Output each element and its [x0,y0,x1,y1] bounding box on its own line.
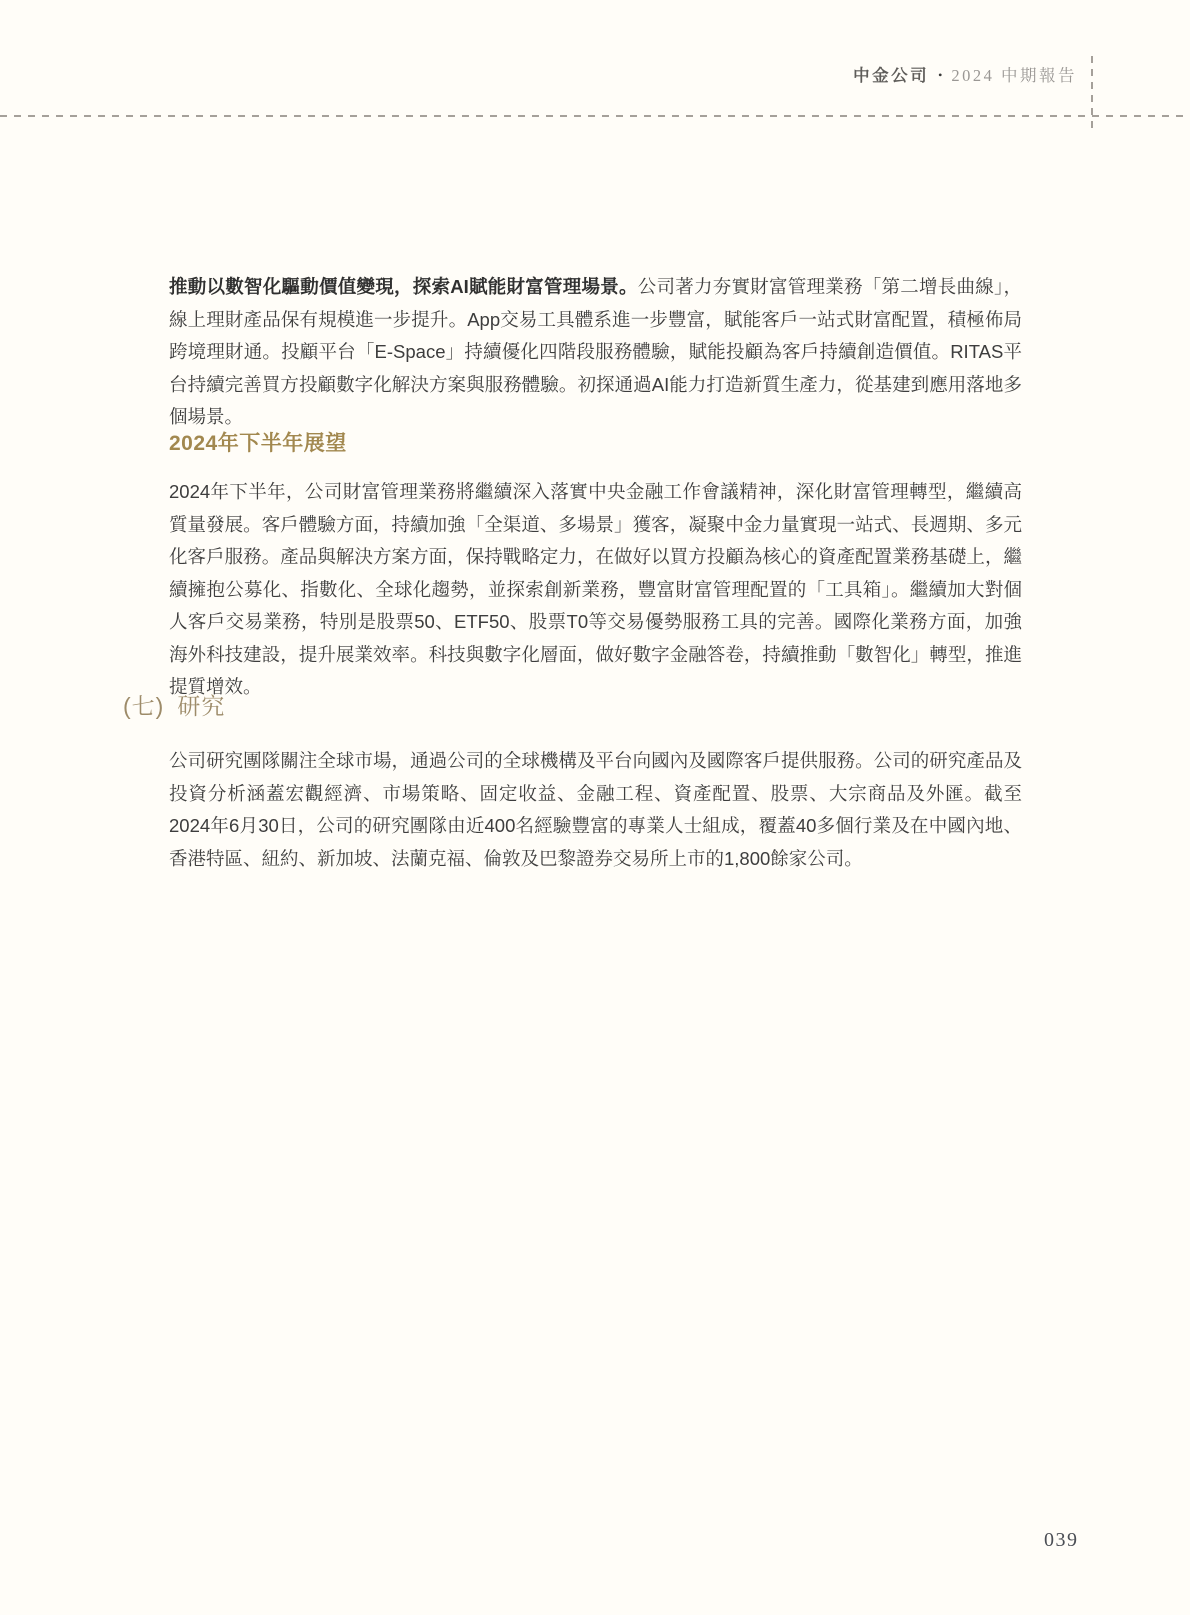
outlook-heading-text: 年下半年展望 [217,432,347,455]
company-name: 中金公司 [853,66,930,85]
wealth-management-paragraph [169,271,1022,434]
outlook-paragraph: 2024年下半年，公司財富管理業務將繼續深入落實中央金融工作會議精神，深化財富管理轉型，繼續高質量發展。客戶體驗方面，持續加強「全渠道、多場景」獲客，凝聚中金力量實現一站式、長週期、多元化客戶服務。產品與解決方案方面，保持戰略定力，在做好以買方投顧為核心的資產配置業務基礎上，繼續擁抱公募化、指數化、全球化趨勢，並探索創新業務，豐富財富管理配置的「工具箱」。繼續加大對個人客戶交易業務，特別是股票50、ETF50、股票T0等交易優勢服務工具的完善。國際化業務方面，加強海外科技建設，提升展業效率。科技與數字化層面，做好數字金融答卷，持續推動「數智化」轉型，推進提質增效。 [169,481,1022,697]
paragraph-body-text: 公司著力夯實財富管理業務「第二增長曲線」，線上理財產品保有規模進一步提升。App交易工具體系進一步豐富，賦能客戶一站式財富配置，積極佈局跨境理財通。投顧平台「E-Space」持續優化四階段服務體驗，賦能投顧為客戶持續創造價值。RITAS平台持續完善買方投顧數字化解決方案與服務體驗。初探通過AI能力打造新質生產力，從基建到應用落地多個場景。 [169,276,1022,427]
section-number: (七) [123,693,165,719]
outlook-heading [169,430,347,458]
outlook-heading-year: 2024 [169,432,218,455]
report-title: 2024 中期報告 [951,66,1077,85]
page-header [853,62,1077,86]
research-paragraph: 公司研究團隊關注全球市場，通過公司的全球機構及平台向國內及國際客戶提供服務。公司的研究產品及投資分析涵蓋宏觀經濟、市場策略、固定收益、金融工程、資產配置、股票、大宗商品及外匯。截至2024年6月30日，公司的研究團隊由近400名經驗豐富的專業人士組成，覆蓋40多個行業及在中國內地、香港特區、紐約、新加坡、法蘭克福、倫敦及巴黎證券交易所上市的1,800餘家公司。 [169,750,1022,869]
paragraph-bold-lead: 推動以數智化驅動價值變現，探索AI賦能財富管理場景。 [169,276,638,297]
page-number: 039 [1044,1529,1079,1551]
horizontal-dashed-divider [0,115,1190,117]
research-section-heading [123,691,225,721]
vertical-dashed-divider [1091,56,1093,134]
bullet-separator-icon: • [938,68,943,82]
section-title: 研究 [177,693,226,719]
